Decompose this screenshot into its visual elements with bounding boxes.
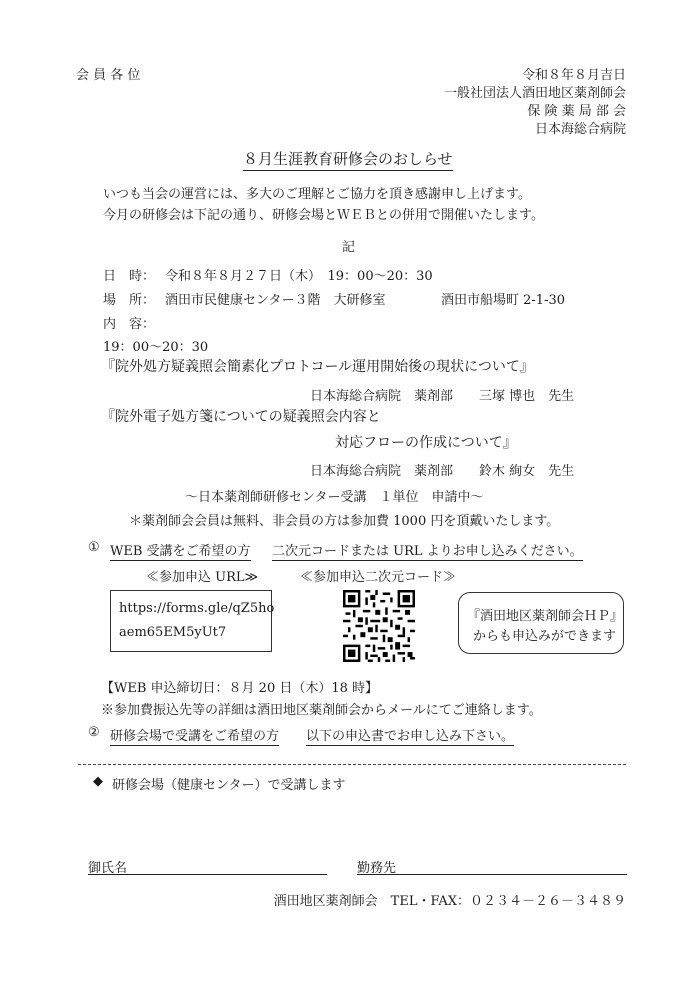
cut-line: [78, 764, 626, 765]
intro-line-1: いつも当会の運営には、多大のご理解とご協力を頂き感謝申し上げます。: [103, 187, 531, 202]
lecture-1-speaker: 日本海総合病院 薬剤部 三塚 博也 先生: [310, 389, 575, 404]
document-title: ８月生涯教育研修会のおしらせ: [243, 148, 453, 171]
lecture-2-title-line-1: 『院外電子処方箋についての疑義照会内容と: [101, 409, 381, 425]
lecture-2-title-line-2: 対応フローの作成について』: [335, 435, 517, 451]
venue-section-instruction: 以下の申込書でお申し込み下さい。: [306, 725, 514, 746]
venue-attendance-statement: 研修会場（健康センター）で受講します: [112, 778, 346, 793]
organization-2: 保 険 薬 局 部 会: [527, 104, 626, 119]
footer-contact: 酒田地区薬剤師会 TEL・FAX：０２３４－２６－３４８９: [273, 894, 626, 909]
workplace-label: 勤務先: [357, 861, 397, 876]
lecture-2-speaker: 日本海総合病院 薬剤部 鈴木 絢女 先生: [310, 464, 575, 479]
intro-line-2: 今月の研修会は下記の通り、研修会場とＷＥＢとの併用で開催いたします。: [103, 208, 544, 223]
web-section-number: ①: [88, 540, 100, 555]
organization-1: 一般社団法人酒田地区薬剤師会: [443, 86, 626, 101]
ki-heading: 記: [342, 240, 356, 255]
hp-info-line-2: からも申込みができます: [473, 629, 617, 644]
place-value: 酒田市民健康センター３階 大研修室: [165, 293, 386, 308]
signup-url-line-1[interactable]: https://forms.gle/qZ5ho: [119, 601, 275, 616]
web-section-heading: WEB 受講をご希望の方: [110, 540, 251, 561]
qr-code[interactable]: [343, 590, 415, 662]
url-label: ≪参加申込 URL≫: [146, 570, 259, 585]
qr-finder-top-right: [398, 590, 415, 607]
lecture-1-title: 『院外処方疑義照会簡素化プロトコール運用開始後の現状について』: [101, 359, 534, 375]
credit-note: 〜日本薬剤師研修センター受講 １単位 申請中〜: [185, 490, 484, 505]
addressee: 会 員 各 位: [76, 68, 141, 83]
qr-finder-bottom-left: [343, 645, 360, 662]
place-address: 酒田市船場町 2-1-30: [441, 293, 566, 308]
datetime-value: 令和８年８月２７日（木） 19：00〜20：30: [165, 269, 433, 284]
content-label: 内 容：: [103, 317, 156, 332]
qr-label: ≪参加申込二次元コード≫: [300, 570, 457, 585]
web-deadline: 【WEB 申込締切日：８月 20 日（木）18 時】: [101, 681, 379, 696]
venue-section-heading: 研修会場で受講をご希望の方: [110, 725, 279, 746]
datetime-label: 日 時：: [103, 269, 156, 284]
workplace-field[interactable]: [357, 874, 627, 875]
web-details-note: ※参加費振込先等の詳細は酒田地区薬剤師会からメールにてご連絡します。: [101, 703, 542, 718]
hp-info-box: [458, 592, 624, 654]
organization-3: 日本海総合病院: [534, 122, 626, 137]
issue-date: 令和８年８月吉日: [521, 68, 626, 83]
content-time: 19：00〜20：30: [103, 340, 209, 355]
signup-url-line-2[interactable]: aem65EM5yUt7: [119, 625, 227, 640]
qr-finder-top-left: [343, 590, 360, 607]
place-label: 場 所：: [103, 293, 156, 308]
venue-section-number: ②: [88, 725, 100, 740]
fee-note: ＊薬剤師会会員は無料、非会員の方は参加費 1000 円を頂戴いたします。: [129, 514, 560, 529]
name-field[interactable]: [88, 874, 327, 875]
diamond-bullet-icon: ◆: [93, 774, 103, 789]
web-section-instruction: 二次元コードまたは URL よりお申し込みください。: [272, 540, 583, 561]
hp-info-line-1: 『酒田地区薬剤師会ＨＰ』: [467, 609, 624, 624]
name-label: 御氏名: [88, 861, 128, 876]
url-box: [110, 590, 275, 652]
